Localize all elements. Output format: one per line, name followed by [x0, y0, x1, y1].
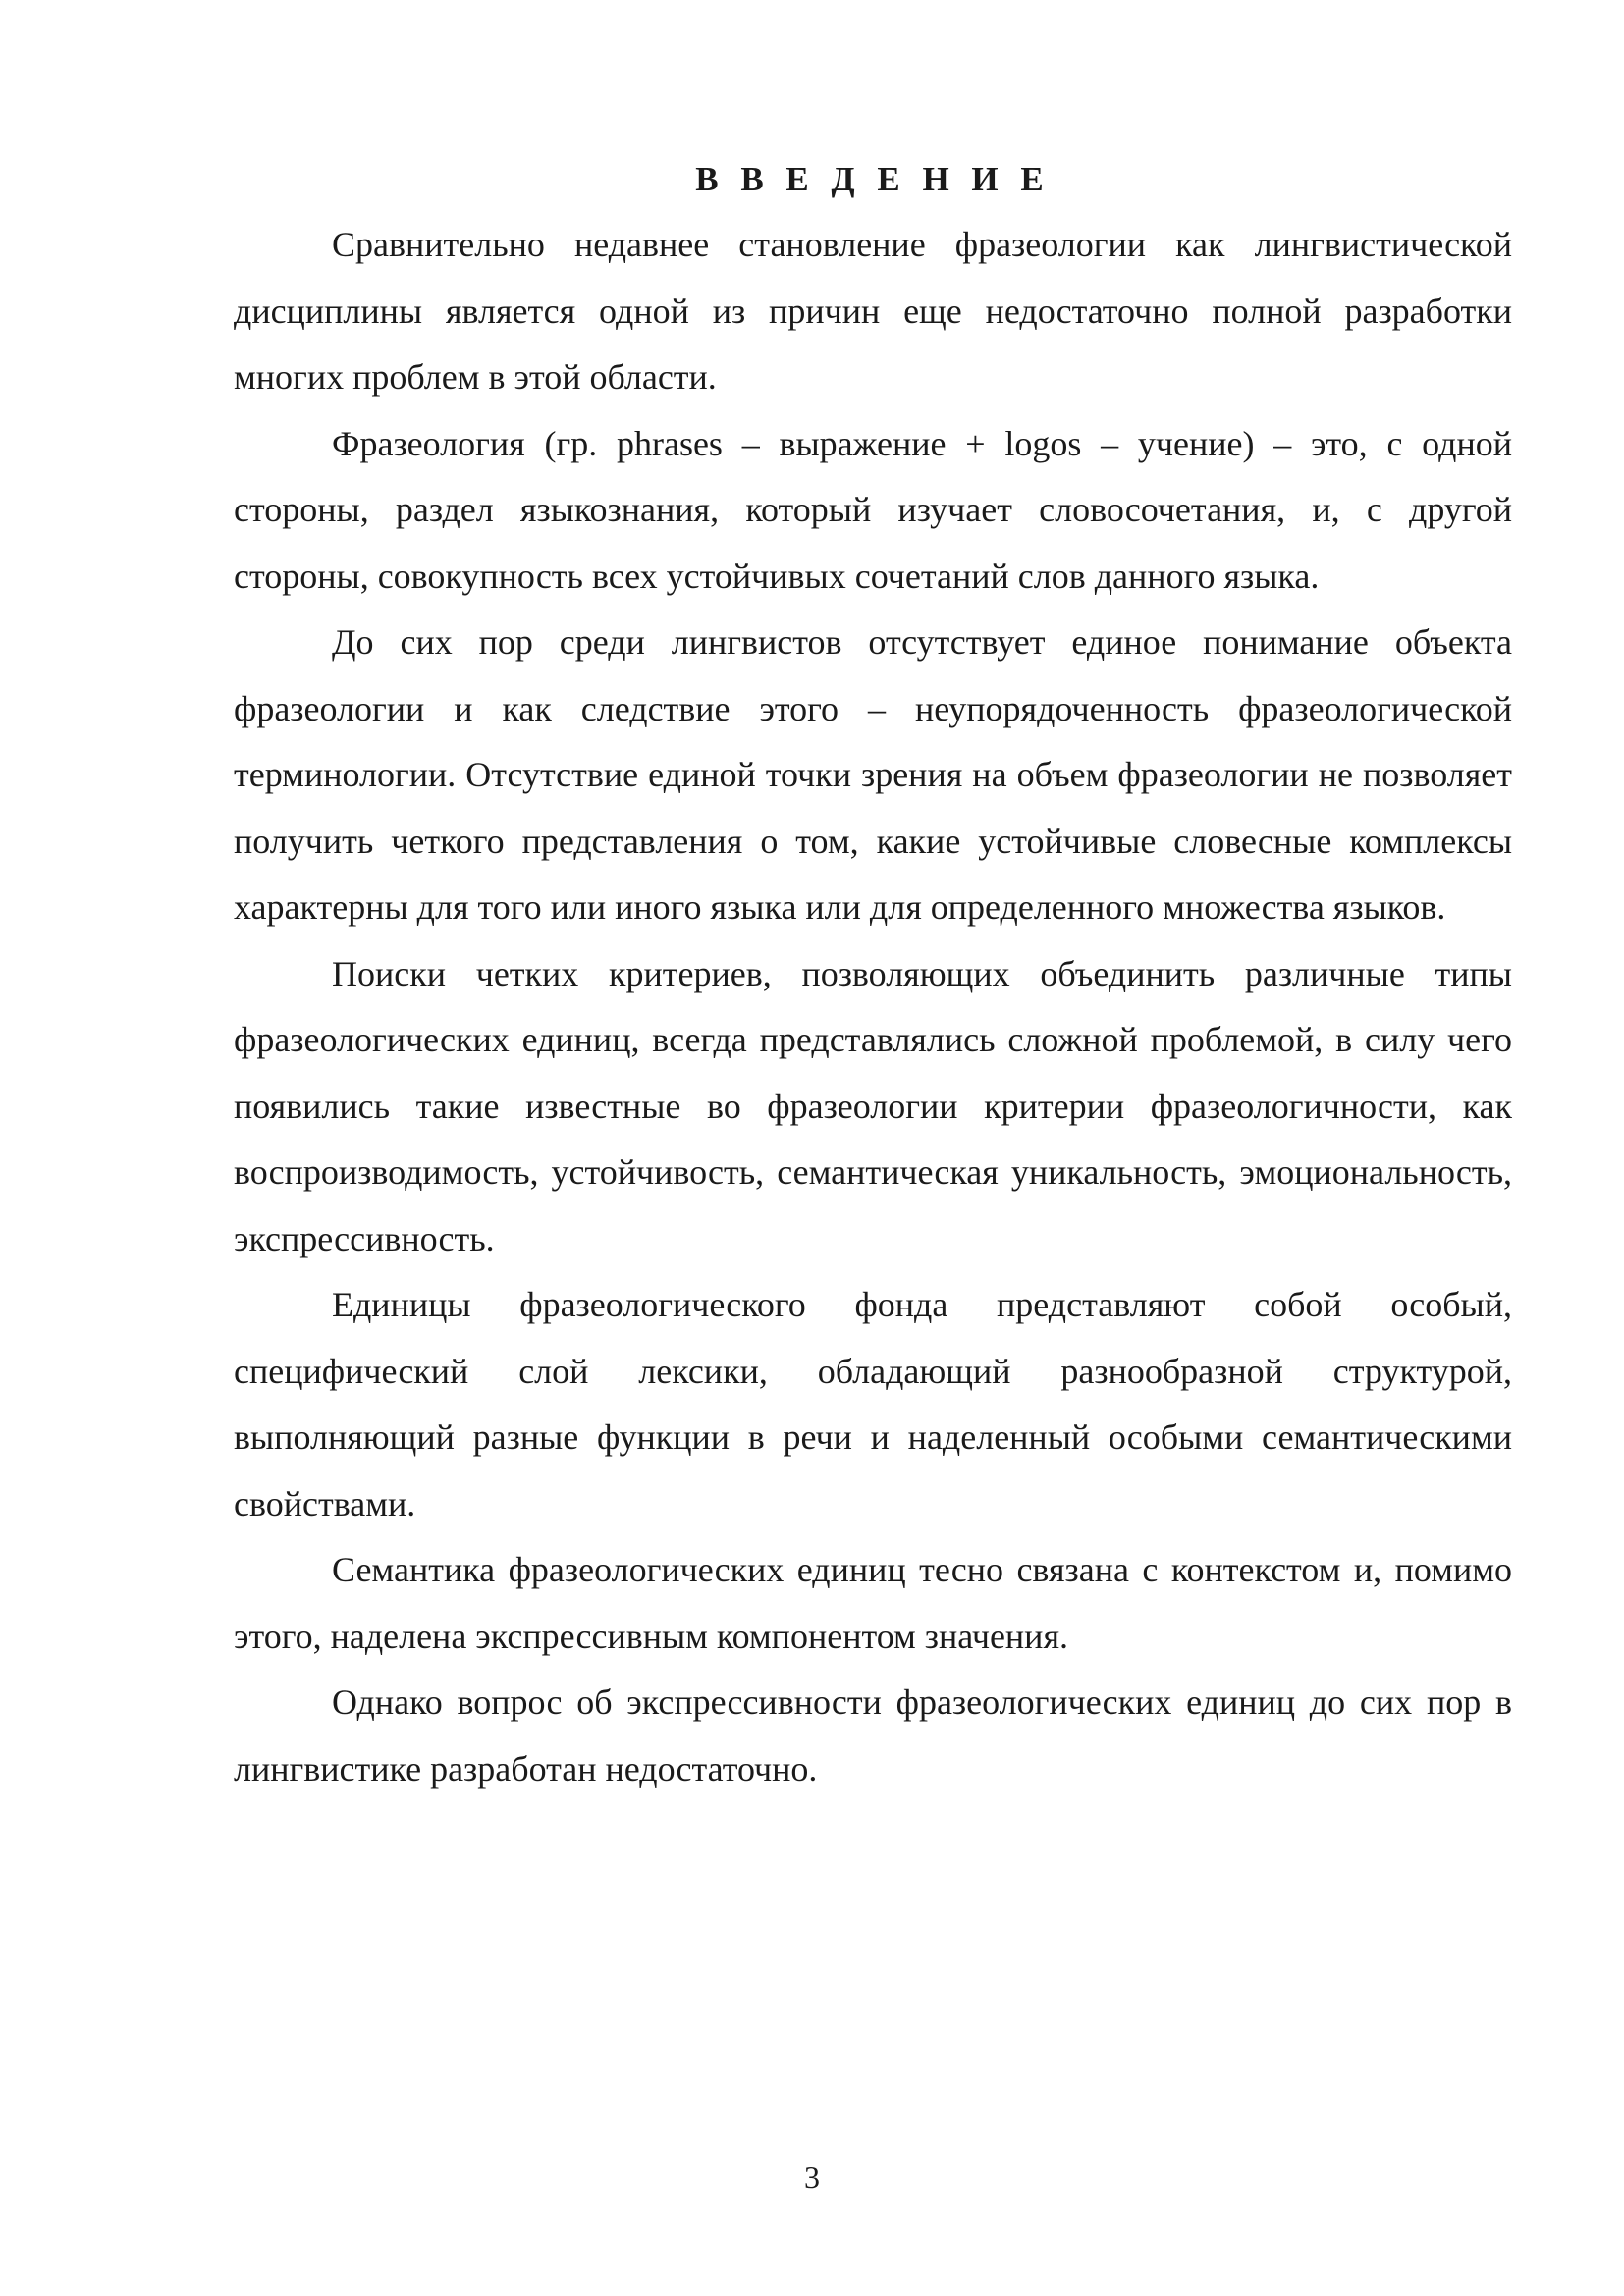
paragraph-6: Семантика фразеологических единиц тесно связана с контекстом и, помимо этого, наделена экспрессивным компонентом значения. — [234, 1550, 1512, 1656]
paragraph-1: Сравнительно недавнее становление фразеологии как лингвистической дисциплины является одной из причин еще недостаточно полной разработки многих проблем в этой области. — [234, 225, 1512, 397]
paragraph-4: Поиски четких критериев, позволяющих объединить различные типы фразеологических единиц, всегда представлялись сложной проблемой, в силу чего появились такие известные во фразеологии критерии фразеологичности, как воспроизводимость, устойчивость, семантическая уникальность, эмоциональность, экспрессивность. — [234, 953, 1512, 1258]
paragraph-2: Фразеология (гр. phrases – выражение + logos – учение) – это, с одной стороны, раздел языкознания, который изучает словосочетания, и, с другой стороны, совокупность всех устойчивых сочетаний слов данного языка. — [234, 423, 1512, 596]
paragraph-3: До сих пор среди лингвистов отсутствует единое понимание объекта фразеологии и как следствие этого – неупорядоченность фразеологической терминологии. Отсутствие единой точки зрения на объем фразеологии не позволяет получить четкого представления о том, какие устойчивые словесные комплексы характерны для того или иного языка или для определенного множества языков. — [234, 622, 1512, 927]
page-number: 3 — [804, 2160, 820, 2195]
paragraph-5: Единицы фразеологического фонда представляют собой особый, специфический слой лексики, обладающий разнообразной структурой, выполняющий разные функции в речи и наделенный особыми семантическими свойствами. — [234, 1285, 1512, 1523]
section-heading: В В Е Д Е Н И Е — [695, 160, 1051, 198]
paragraph-7: Однако вопрос об экспрессивности фразеологических единиц до сих пор в лингвистике разработан недостаточно. — [234, 1682, 1512, 1789]
page-content — [234, 147, 1512, 1802]
